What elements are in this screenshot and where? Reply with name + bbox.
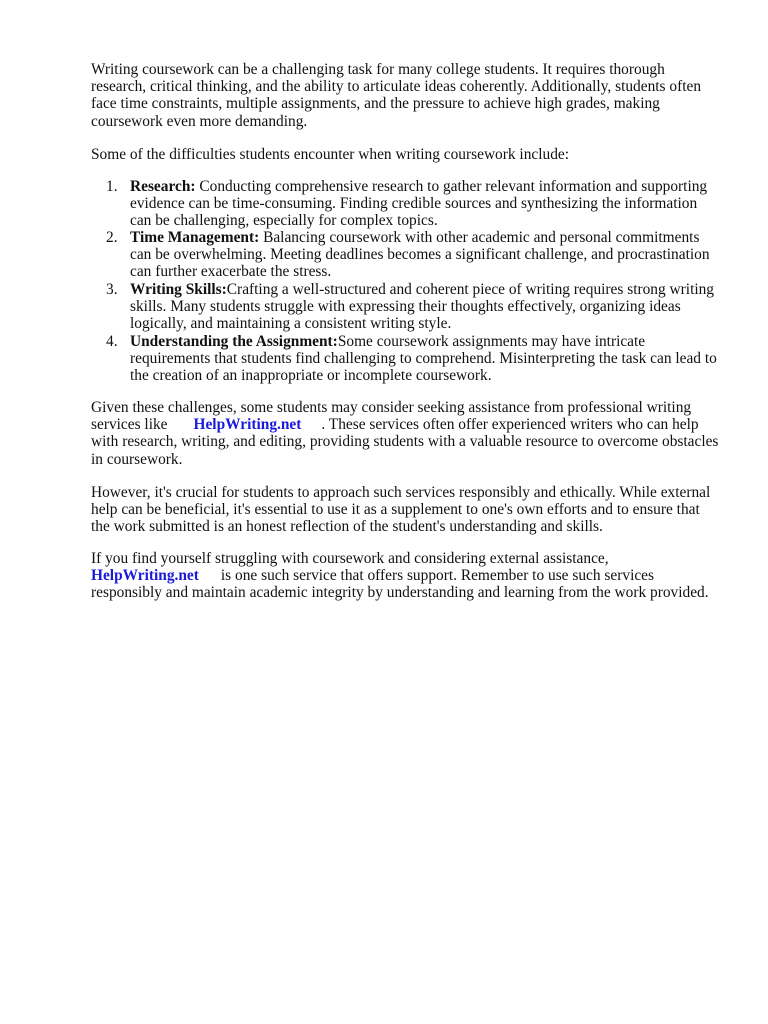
list-number: 3. — [106, 281, 118, 298]
closing-text-after: is one such service that offers support. Remember to use such services responsibly and maintain academic integrity by understanding and learning from the work provided. — [91, 567, 709, 602]
list-term: Understanding the Assignment: — [130, 333, 338, 350]
list-item — [106, 333, 720, 385]
closing-text-before: If you find yourself struggling with coursework and considering external assistance, — [91, 550, 609, 567]
list-text: Conducting comprehensive research to gather relevant information and supporting evidence can be time-consuming. Finding credible sources and synthesizing the information can be challenging, especially for complex topics. — [130, 178, 708, 230]
list-number: 2. — [106, 229, 118, 246]
list-term: Research: — [130, 178, 196, 195]
list-text: Balancing coursework with other academic and personal commitments can be overwhelming. Meeting deadlines becomes a significant challenge, and procrastination can further exacerbate the stress. — [130, 229, 710, 281]
assistance-paragraph — [91, 399, 721, 468]
assistance-text-after: . These services often offer experienced writers who can help with research, writing, and editing, providing students with a valuable resource to overcome obstacles in coursework. — [91, 416, 719, 468]
list-term: Time Management: — [130, 229, 260, 246]
list-number: 1. — [106, 178, 118, 195]
list-item — [106, 229, 720, 281]
helpwriting-link[interactable]: HelpWriting.net — [91, 567, 199, 585]
closing-paragraph — [91, 550, 721, 602]
assistance-text-before: Given these challenges, some students may consider seeking assistance from professional writing services like — [91, 399, 692, 434]
list-number: 4. — [106, 333, 118, 350]
list-text: Some coursework assignments may have intricate requirements that students find challenging to comprehend. Misinterpreting the task can lead to the creation of an inappropriate or incomplete coursework. — [130, 333, 717, 385]
intro-paragraph: Writing coursework can be a challenging task for many college students. It requires thorough research, critical thinking, and the ability to articulate ideas coherently. Additionally, students often face time constraints, multiple assignments, and the pressure to achieve high grades, making coursework even more demanding. — [91, 61, 702, 130]
list-item — [106, 178, 720, 230]
list-text: Crafting a well-structured and coherent piece of writing requires strong writing skills. Many students struggle with expressing their thoughts effectively, organizing ideas logically, and maintaining a consistent writing style. — [130, 281, 715, 333]
list-term: Writing Skills: — [130, 281, 227, 298]
list-intro-paragraph: Some of the difficulties students encounter when writing coursework include: — [91, 146, 569, 163]
helpwriting-link[interactable]: HelpWriting.net — [193, 416, 302, 434]
list-item — [106, 281, 720, 333]
caution-paragraph: However, it's crucial for students to approach such services responsibly and ethically. While external help can be beneficial, it's essential to use it as a supplement to one's own efforts and to ensure that the work submitted is an honest reflection of the student's understanding and skills. — [91, 484, 711, 536]
